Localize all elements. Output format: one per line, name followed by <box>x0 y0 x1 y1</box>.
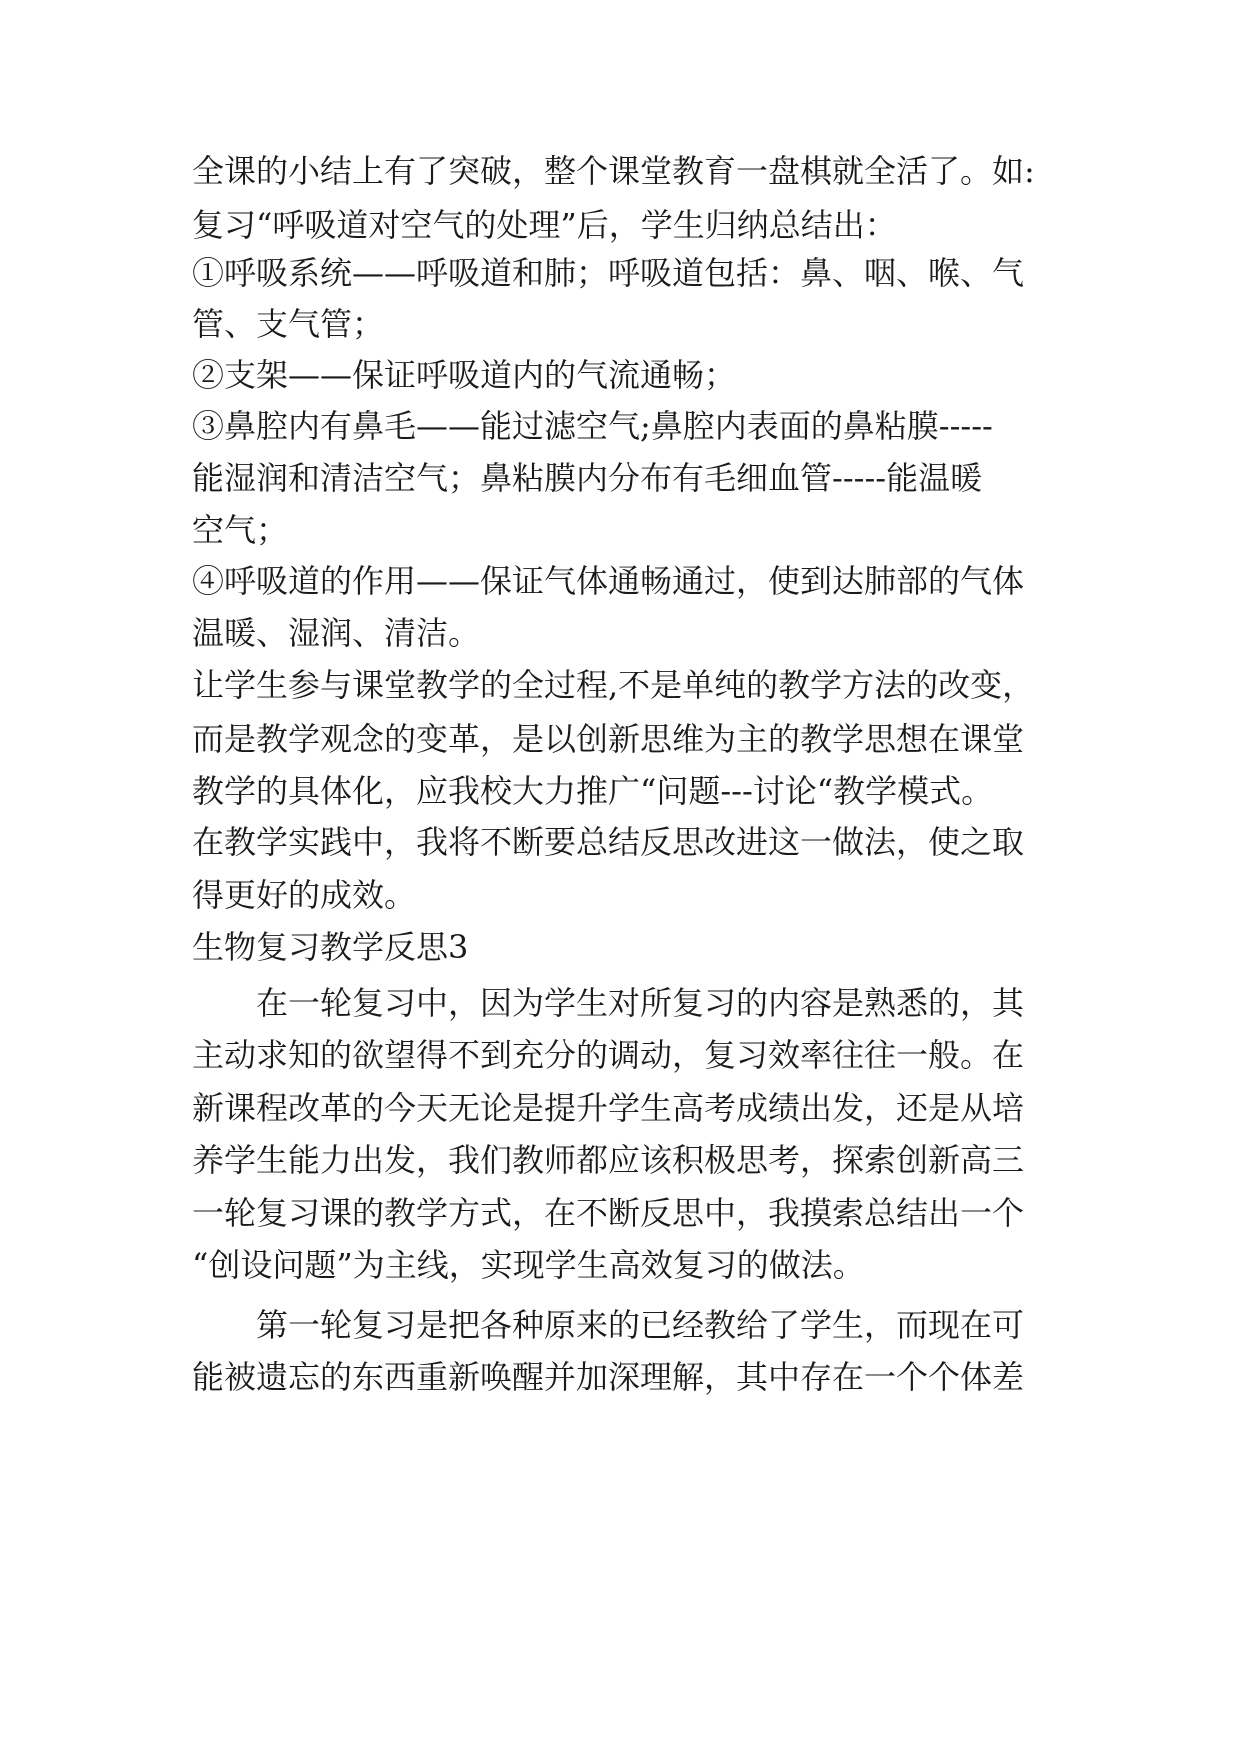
text-line: 全课的小结上有了突破，整个课堂教育一盘棋就全活了。如: <box>192 152 1035 190</box>
text-line: 而是教学观念的变革，是以创新思维为主的教学思想在课堂 <box>192 720 1025 758</box>
text-line: 复习“呼吸道对空气的处理”后，学生归纳总结出： <box>192 206 897 244</box>
text-line: 能湿润和清洁空气；鼻粘膜内分布有毛细血管-----能温暖 <box>192 459 983 497</box>
text-line: 新课程改革的今天无论是提升学生高考成绩出发，还是从培 <box>192 1089 1025 1127</box>
text-line: ①呼吸系统——呼吸道和肺；呼吸道包括：鼻、咽、喉、气 <box>192 254 1025 292</box>
text-line: 管、支气管； <box>192 305 385 343</box>
text-line: 养学生能力出发，我们教师都应该积极思考，探索创新高三 <box>192 1141 1025 1179</box>
text-line: 在一轮复习中，因为学生对所复习的内容是熟悉的，其 <box>256 984 1025 1022</box>
text-line: 空气； <box>192 511 289 549</box>
text-line: 得更好的成效。 <box>192 876 417 914</box>
text-line: “创设问题”为主线，实现学生高效复习的做法。 <box>192 1246 865 1284</box>
text-line: 让学生参与课堂教学的全过程,不是单纯的教学方法的改变， <box>192 666 1035 704</box>
text-line: ③鼻腔内有鼻毛——能过滤空气;鼻腔内表面的鼻粘膜----- <box>192 407 993 445</box>
text-line: 温暖、湿润、清洁。 <box>192 614 481 652</box>
section-heading: 生物复习教学反思3 <box>192 928 469 966</box>
text-line: 一轮复习课的教学方式，在不断反思中，我摸索总结出一个 <box>192 1194 1025 1232</box>
text-line: 教学的具体化，应我校大力推广“问题---讨论“教学模式。 <box>192 772 994 810</box>
text-line: ④呼吸道的作用——保证气体通畅通过，使到达肺部的气体 <box>192 562 1025 600</box>
text-line: 第一轮复习是把各种原来的已经教给了学生，而现在可 <box>256 1306 1025 1344</box>
text-line: 能被遗忘的东西重新唤醒并加深理解，其中存在一个个体差 <box>192 1358 1025 1396</box>
text-line: 在教学实践中，我将不断要总结反思改进这一做法，使之取 <box>192 823 1025 861</box>
text-line: ②支架——保证呼吸道内的气流通畅； <box>192 356 737 394</box>
text-line: 主动求知的欲望得不到充分的调动，复习效率往往一般。在 <box>192 1036 1025 1074</box>
